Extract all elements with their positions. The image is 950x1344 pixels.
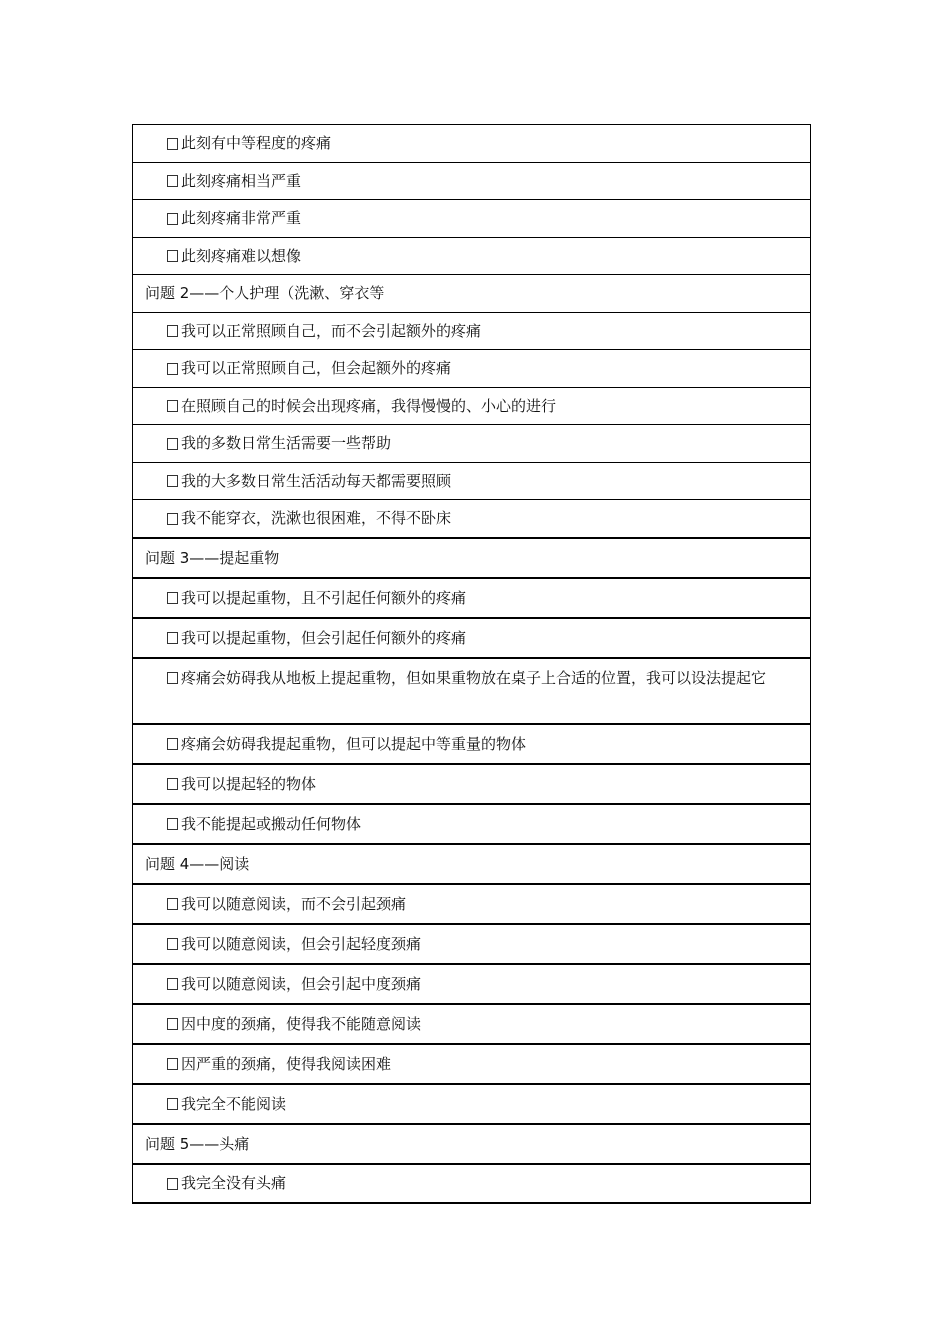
checkbox-icon[interactable] — [167, 400, 178, 412]
question-header — [132, 537, 811, 577]
option-label: 我可以随意阅读，但会引起轻度颈痛 — [181, 934, 422, 953]
option-row[interactable] — [132, 963, 811, 1003]
option-label: 疼痛会妨碍我提起重物，但可以提起中等重量的物体 — [181, 734, 527, 753]
option-label: 我完全没有头痛 — [181, 1174, 287, 1192]
option-row[interactable] — [132, 237, 811, 274]
option-row[interactable] — [132, 883, 811, 923]
option-label: 此刻疼痛难以想像 — [181, 246, 302, 265]
option-label: 此刻疼痛非常严重 — [181, 209, 302, 227]
option-label: 因严重的颈痛，使得我阅读困难 — [181, 1054, 392, 1073]
option-label: 我完全不能阅读 — [181, 1094, 287, 1113]
option-row[interactable] — [132, 923, 811, 963]
option-label: 在照顾自己的时候会出现疼痛，我得慢慢的、小心的进行 — [181, 396, 557, 415]
option-row[interactable] — [132, 499, 811, 537]
checkbox-icon[interactable] — [167, 1098, 178, 1110]
option-row[interactable] — [132, 763, 811, 803]
checkbox-icon[interactable] — [167, 632, 178, 644]
option-label: 我可以随意阅读，但会引起中度颈痛 — [181, 974, 422, 993]
checkbox-icon[interactable] — [167, 978, 178, 990]
question-title: 问题 4——阅读 — [145, 854, 250, 873]
checkbox-icon[interactable] — [167, 738, 178, 750]
checkbox-icon[interactable] — [167, 250, 178, 262]
option-row[interactable] — [132, 1083, 811, 1123]
option-label: 我的大多数日常生活活动每天都需要照顾 — [181, 471, 452, 490]
option-row[interactable] — [132, 162, 811, 199]
option-row[interactable] — [132, 1043, 811, 1083]
option-label: 疼痛会妨碍我从地板上提起重物，但如果重物放在桌子上合适的位置，我可以设法提起它 — [181, 669, 767, 687]
checkbox-icon[interactable] — [167, 213, 178, 225]
question-header — [132, 1123, 811, 1163]
checkbox-icon[interactable] — [167, 592, 178, 604]
option-row[interactable] — [132, 349, 811, 387]
option-label: 我可以正常照顾自己，但会起额外的疼痛 — [181, 359, 452, 377]
option-row[interactable] — [132, 424, 811, 462]
option-row[interactable] — [132, 1003, 811, 1043]
checkbox-icon[interactable] — [167, 175, 178, 187]
option-row[interactable] — [132, 199, 811, 237]
option-label: 我可以提起重物，但会引起任何额外的疼痛 — [181, 628, 467, 647]
checkbox-icon[interactable] — [167, 438, 178, 450]
checkbox-icon[interactable] — [167, 138, 178, 150]
option-row[interactable] — [132, 723, 811, 763]
checkbox-icon[interactable] — [167, 1058, 178, 1070]
question-title: 问题 2——个人护理（洗漱、穿衣等 — [145, 284, 385, 302]
checkbox-icon[interactable] — [167, 325, 178, 337]
option-label: 此刻疼痛相当严重 — [181, 171, 302, 190]
option-label: 我可以提起轻的物体 — [181, 774, 317, 793]
question-title: 问题 3——提起重物 — [145, 548, 280, 567]
checkbox-icon[interactable] — [167, 475, 178, 487]
option-label: 我不能穿衣，洗漱也很困难，不得不卧床 — [181, 509, 452, 527]
option-row[interactable] — [132, 577, 811, 617]
option-row[interactable] — [132, 462, 811, 499]
checkbox-icon[interactable] — [167, 363, 178, 375]
checkbox-icon[interactable] — [167, 898, 178, 910]
option-label: 我可以正常照顾自己，而不会引起额外的疼痛 — [181, 321, 482, 340]
option-label: 我可以随意阅读，而不会引起颈痛 — [181, 894, 407, 913]
checkbox-icon[interactable] — [167, 938, 178, 950]
option-row[interactable] — [132, 1163, 811, 1204]
checkbox-icon[interactable] — [167, 672, 178, 684]
checkbox-icon[interactable] — [167, 1178, 178, 1190]
checkbox-icon[interactable] — [167, 513, 178, 525]
question-header — [132, 843, 811, 883]
option-label: 因中度的颈痛，使得我不能随意阅读 — [181, 1014, 422, 1033]
option-label: 我不能提起或搬动任何物体 — [181, 814, 362, 833]
checkbox-icon[interactable] — [167, 778, 178, 790]
option-row[interactable] — [132, 657, 811, 723]
option-row[interactable] — [132, 803, 811, 843]
option-label: 此刻有中等程度的疼痛 — [181, 134, 332, 152]
option-label: 我的多数日常生活需要一些帮助 — [181, 434, 392, 452]
option-row[interactable] — [132, 387, 811, 424]
option-row[interactable] — [132, 124, 811, 162]
question-header — [132, 274, 811, 312]
checkbox-icon[interactable] — [167, 1018, 178, 1030]
checkbox-icon[interactable] — [167, 818, 178, 830]
question-title: 问题 5——头痛 — [145, 1134, 250, 1153]
questionnaire-table — [132, 124, 811, 1204]
option-label: 我可以提起重物，且不引起任何额外的疼痛 — [181, 588, 467, 607]
option-row[interactable] — [132, 617, 811, 657]
option-row[interactable] — [132, 312, 811, 349]
